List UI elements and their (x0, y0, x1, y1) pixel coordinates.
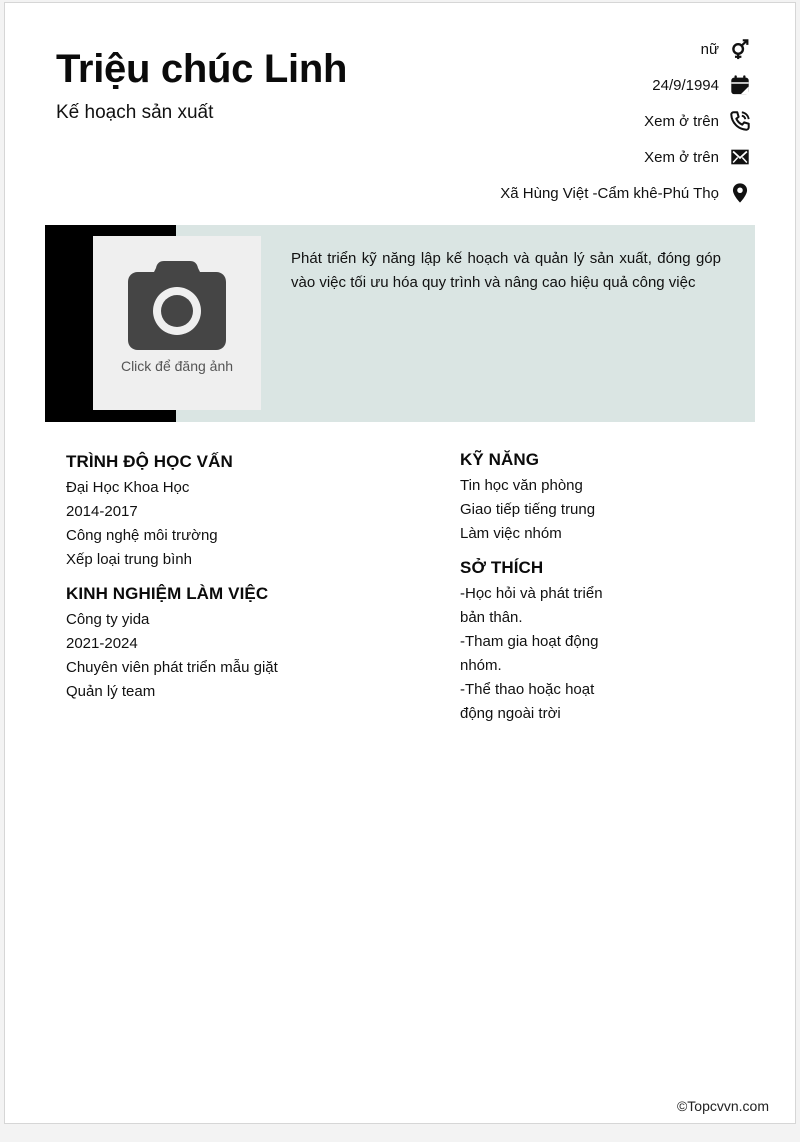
hobby-item: -Tham gia hoạt động nhóm. (460, 633, 599, 674)
career-objective: Phát triển kỹ năng lập kế hoạch và quản lý sản xuất, đóng góp vào việc tối ưu hóa quy trình và nâng cao hiệu quả công việc (291, 250, 721, 291)
skills-section (460, 450, 760, 546)
contact-email (371, 139, 751, 175)
birthday-value: 24/9/1994 (652, 76, 719, 94)
profile-photo-upload[interactable] (93, 236, 261, 410)
experience-item: Chuyên viên phát triển mẫu giặt (66, 659, 278, 676)
hobbies-heading: SỞ THÍCH (460, 558, 544, 577)
email-value: Xem ở trên (644, 148, 719, 166)
skill-item: Giao tiếp tiếng trung (460, 501, 596, 518)
mail-icon (729, 146, 751, 168)
contact-birthday (371, 67, 751, 103)
phone-value: Xem ở trên (644, 112, 719, 130)
education-heading: TRÌNH ĐỘ HỌC VẤN (66, 452, 233, 471)
contact-info (371, 31, 751, 211)
skill-item: Làm việc nhóm (460, 525, 562, 542)
left-column (66, 452, 426, 704)
experience-section (66, 584, 426, 704)
education-item: Xếp loại trung bình (66, 551, 192, 568)
location-icon (729, 182, 751, 204)
contact-address (371, 175, 751, 211)
candidate-name: Triệu chúc Linh (56, 47, 348, 91)
gender-value: nữ (700, 40, 719, 58)
cv-page (4, 2, 796, 1124)
calendar-icon (729, 74, 751, 96)
experience-heading: KINH NGHIỆM LÀM VIỆC (66, 584, 269, 603)
education-section (66, 452, 426, 572)
experience-item: Quản lý team (66, 683, 156, 700)
experience-item: 2021-2024 (66, 635, 138, 652)
hobby-item: -Học hỏi và phát triển bản thân. (460, 585, 603, 626)
education-item: 2014-2017 (66, 503, 138, 520)
hobby-item: -Thể thao hoặc hoạt động ngoài trời (460, 681, 595, 722)
photo-upload-label: Click để đăng ảnh (120, 358, 234, 374)
skills-heading: KỸ NĂNG (460, 450, 540, 469)
education-item: Đại Học Khoa Học (66, 479, 190, 496)
skill-item: Tin học văn phòng (460, 477, 583, 494)
contact-gender (371, 31, 751, 67)
right-column (460, 450, 760, 726)
job-title: Kế hoạch sản xuất (56, 102, 214, 123)
experience-item: Công ty yida (66, 611, 150, 628)
hobbies-section (460, 558, 760, 726)
address-value: Xã Hùng Việt -Cẩm khê-Phú Thọ (500, 184, 719, 202)
summary-banner (45, 225, 755, 422)
gender-icon (729, 38, 751, 60)
footer-credit: ©Topcvvn.com (676, 1098, 769, 1114)
contact-phone (371, 103, 751, 139)
education-item: Công nghệ môi trường (66, 527, 218, 544)
phone-icon (729, 110, 751, 132)
camera-icon (126, 260, 228, 352)
